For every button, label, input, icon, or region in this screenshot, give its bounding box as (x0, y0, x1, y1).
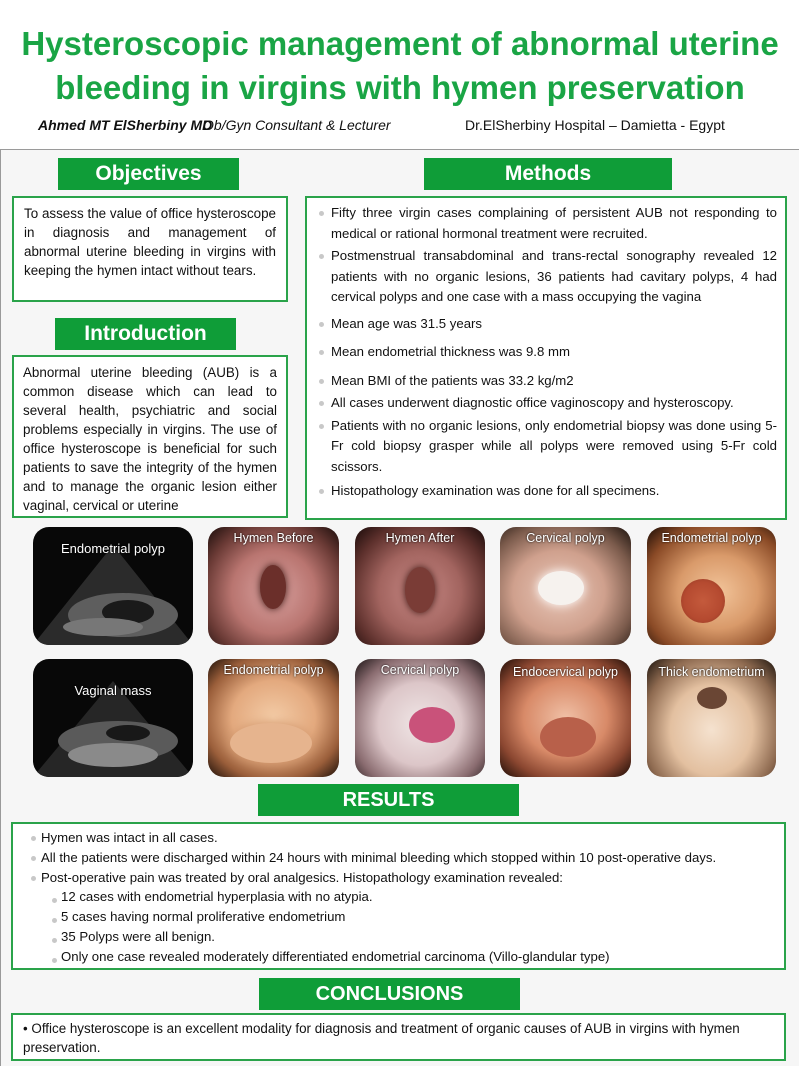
methods-list (317, 203, 777, 502)
results-box (11, 822, 786, 970)
polyp-shape (681, 579, 725, 623)
results-sub-item: 5 cases having normal proliferative endometrium (29, 907, 774, 927)
endoscopy-image-cervical-polyp (500, 527, 631, 645)
objectives-text: To assess the value of office hysteroscope in diagnosis and management of abnormal uterine bleeding in virgins with keeping the hymen intact without tears. (12, 196, 288, 302)
introduction-text: Abnormal uterine bleeding (AUB) is a common disease which can lead to several health, psychiatric and social problems especially in virgins. The use of office hysteroscope is beneficial for such patients to save the integrity of the hymen and to manage the organic lesion either vaginal, cervical or uterine (12, 355, 288, 518)
image-caption: Hymen Before (233, 531, 314, 545)
ultrasound-image-vaginal-mass (33, 659, 193, 777)
poster-title-line-1: Hysteroscopic management of abnormal uterine (21, 25, 779, 62)
endoscopy-image-endometrial-polyp (647, 527, 776, 645)
endoscopy-image-endometrial-polyp-2 (208, 659, 339, 777)
image-caption: Endocervical polyp (513, 665, 618, 679)
image-caption: Endometrial polyp (223, 663, 324, 677)
endoscopy-image-hymen-before (208, 527, 339, 645)
results-item: Post-operative pain was treated by oral analgesics. Histopathology examination revealed: (29, 868, 774, 888)
introduction-heading: Introduction (55, 318, 236, 350)
results-sub-item: 35 Polyps were all benign. (29, 927, 774, 947)
endoscopy-image-endocervical-polyp (500, 659, 631, 777)
methods-item: Postmenstrual transabdominal and trans-rectal sonography revealed 12 patients with no organic lesions, 36 patients had cavitary polyps, 4 had cervical polyps and one case with a mass occupying the vagina (317, 246, 777, 308)
image-caption: Thick endometrium (658, 665, 765, 679)
author-name: Ahmed MT ElSherbiny MD (38, 117, 213, 133)
conclusions-text: • Office hysteroscope is an excellent modality for diagnosis and treatment of organic causes of AUB in virgins with hymen preservation. (11, 1013, 786, 1061)
methods-box (305, 196, 787, 520)
polyp-shape (538, 571, 584, 605)
results-list (29, 828, 774, 887)
cavity-shape (697, 687, 727, 709)
polyp-shape (230, 723, 312, 763)
image-caption: Vaginal mass (74, 683, 152, 698)
results-sub-item: Only one case revealed moderately differentiated endometrial carcinoma (Villo-glandular type) (29, 947, 774, 967)
hymen-opening-shape (260, 565, 286, 609)
image-caption: Cervical polyp (380, 663, 460, 677)
results-sub-item: 12 cases with endometrial hyperplasia with no atypia. (29, 887, 774, 907)
methods-item: Mean BMI of the patients was 33.2 kg/m2 (317, 371, 777, 392)
image-caption: Endometrial polyp (60, 541, 166, 556)
methods-heading: Methods (424, 158, 672, 190)
polyp-shape (540, 717, 596, 757)
results-sub-list (29, 887, 774, 966)
methods-item: All cases underwent diagnostic office vaginoscopy and hysteroscopy. (317, 393, 777, 414)
objectives-heading: Objectives (58, 158, 239, 190)
conclusions-heading: CONCLUSIONS (259, 978, 520, 1010)
methods-item: Mean endometrial thickness was 9.8 mm (317, 342, 777, 363)
endoscopy-image-thick-endometrium (647, 659, 776, 777)
polyp-shape (409, 707, 455, 743)
image-caption: Cervical polyp (526, 531, 605, 545)
endoscopy-image-hymen-after (355, 527, 485, 645)
methods-item: Fifty three virgin cases complaining of persistent AUB not responding to medical or rational hormonal treatment were recruited. (317, 203, 777, 244)
results-item: Hymen was intact in all cases. (29, 828, 774, 848)
image-caption: Endometrial polyp (661, 531, 762, 545)
ultrasound-image-endometrial-polyp (33, 527, 193, 645)
poster-title-line-2: bleeding in virgins with hymen preservation (55, 69, 745, 106)
image-caption: Hymen After (385, 531, 455, 545)
methods-item: Histopathology examination was done for all specimens. (317, 481, 777, 502)
methods-item: Mean age was 31.5 years (317, 314, 777, 335)
endoscopy-image-cervical-polyp-2 (355, 659, 485, 777)
results-heading: RESULTS (258, 784, 519, 816)
hymen-opening-shape (405, 567, 435, 613)
author-role: Ob/Gyn Consultant & Lecturer (203, 117, 391, 133)
hospital-name: Dr.ElSherbiny Hospital – Damietta - Egypt (465, 117, 725, 133)
methods-item: Patients with no organic lesions, only endometrial biopsy was done using 5-Fr cold biopsy grasper while all polyps were removed using 5-Fr cold scissors. (317, 416, 777, 478)
results-item: All the patients were discharged within 24 hours with minimal bleeding which stopped within 10 post-operative days. (29, 848, 774, 868)
